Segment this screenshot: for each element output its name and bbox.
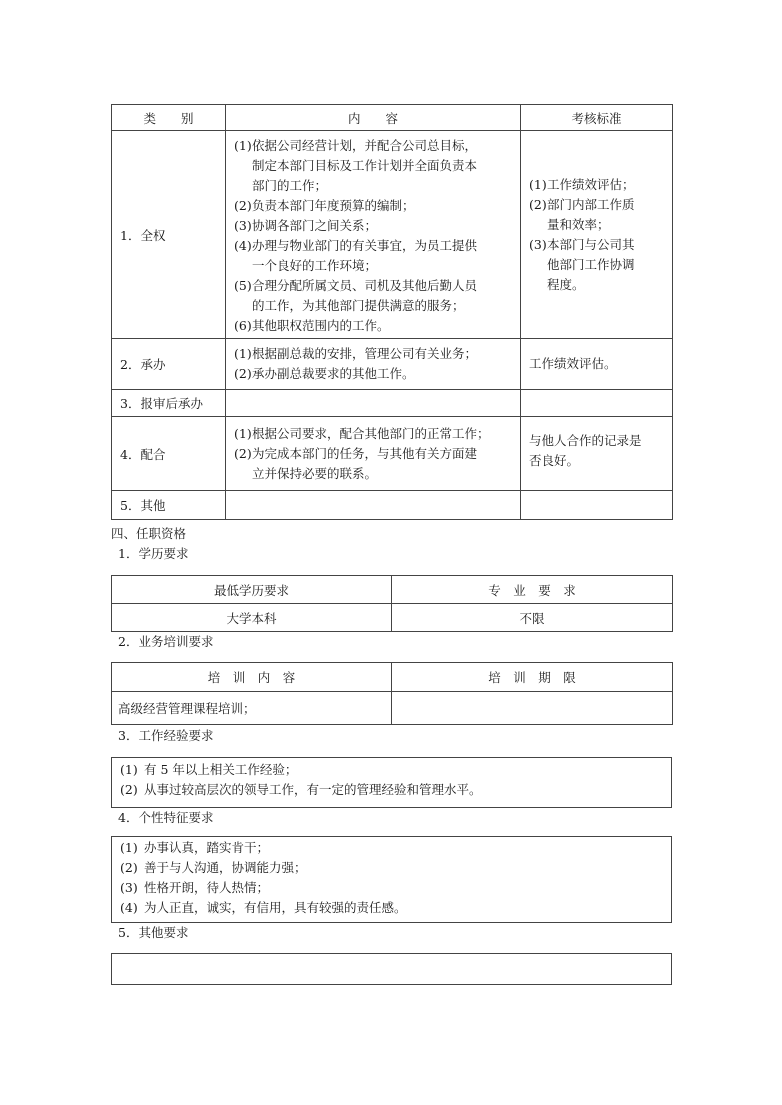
training-title: 2．业务培训要求 bbox=[118, 634, 214, 649]
training-value-period bbox=[392, 692, 673, 725]
row-standard bbox=[521, 131, 673, 339]
list-item: (3) 本部门与公司其 他部门工作协调 程度。 bbox=[529, 236, 635, 292]
other-title: 5．其他要求 bbox=[118, 925, 189, 940]
other-box bbox=[111, 953, 672, 985]
row-content bbox=[226, 131, 521, 339]
row-category: 1．全权 bbox=[112, 131, 226, 339]
list-item: (3) 性格开朗，待人热情； bbox=[120, 880, 270, 895]
table-row bbox=[112, 604, 673, 632]
education-table bbox=[111, 575, 673, 632]
list-item: (3) 协调各部门之间关系； bbox=[234, 217, 378, 233]
education-header-min: 最低学历要求 bbox=[112, 576, 392, 604]
row-content bbox=[226, 390, 521, 417]
personality-box bbox=[111, 836, 672, 923]
list-item: (1) 办事认真，踏实肯干； bbox=[120, 840, 270, 855]
row-content bbox=[226, 339, 521, 390]
list-item: (2) 部门内部工作质 量和效率； bbox=[529, 196, 635, 232]
row-category: 5．其他 bbox=[112, 491, 226, 520]
table-row bbox=[112, 663, 673, 692]
header-content: 内 容 bbox=[226, 105, 521, 131]
row-category: 3．报审后承办 bbox=[112, 390, 226, 417]
list-item: (1) 根据公司要求，配合其他部门的正常工作； bbox=[234, 425, 490, 441]
header-standard: 考核标准 bbox=[521, 105, 673, 131]
list-item: (2) 善于与人沟通，协调能力强； bbox=[120, 860, 307, 875]
table-row bbox=[112, 390, 673, 417]
row-content bbox=[226, 491, 521, 520]
list-item: (2) 承办副总裁要求的其他工作。 bbox=[234, 366, 415, 381]
row-category: 4．配合 bbox=[112, 417, 226, 491]
row-content bbox=[226, 417, 521, 491]
list-item: (1) 有 5 年以上相关工作经验； bbox=[120, 762, 298, 777]
personality-title: 4．个性特征要求 bbox=[118, 810, 214, 825]
section-title: 四、任职资格 bbox=[111, 526, 187, 541]
header-category: 类 别 bbox=[112, 105, 226, 131]
list-item: (2) 为完成本部门的任务，与其他有关方面建 立并保持必要的联系。 bbox=[234, 445, 478, 481]
list-item: (2) 从事过较高层次的领导工作，有一定的管理经验和管理水平。 bbox=[120, 782, 482, 797]
list-item: (4) 办理与物业部门的有关事宜，为员工提供 一个良好的工作环境； bbox=[234, 237, 478, 273]
training-value-content: 高级经营管理课程培训； bbox=[112, 692, 392, 725]
training-header-content: 培 训 内 容 bbox=[112, 663, 392, 692]
experience-title: 3．工作经验要求 bbox=[118, 728, 214, 743]
list-item: (2) 负责本部门年度预算的编制； bbox=[234, 197, 415, 213]
list-item: (1) 根据副总裁的安排，管理公司有关业务； bbox=[234, 346, 478, 361]
table-header-row bbox=[112, 105, 673, 131]
row-standard: 工作绩效评估。 bbox=[521, 339, 673, 390]
row-category: 2．承办 bbox=[112, 339, 226, 390]
table-row bbox=[112, 576, 673, 604]
table-row bbox=[112, 339, 673, 390]
education-title: 1．学历要求 bbox=[118, 546, 189, 561]
list-item: (5) 合理分配所属文员、司机及其他后勤人员 的工作，为其他部门提供满意的服务； bbox=[234, 277, 478, 313]
training-table bbox=[111, 662, 673, 725]
table-row bbox=[112, 692, 673, 725]
list-item: (1) 工作绩效评估； bbox=[529, 176, 635, 192]
row-standard bbox=[521, 491, 673, 520]
education-value-major: 不限 bbox=[392, 604, 673, 632]
training-header-period: 培 训 期 限 bbox=[392, 663, 673, 692]
row-standard: 与他人合作的记录是 否良好。 bbox=[521, 417, 673, 491]
list-item: (6) 其他职权范围内的工作。 bbox=[234, 317, 390, 333]
education-value-min: 大学本科 bbox=[112, 604, 392, 632]
list-item: (1) 依据公司经营计划，并配合公司总目标， 制定本部门目标及工作计划并全面负责本 部门的工作； bbox=[234, 137, 478, 193]
experience-box bbox=[111, 757, 672, 808]
education-header-major: 专 业 要 求 bbox=[392, 576, 673, 604]
responsibility-table bbox=[111, 104, 673, 520]
table-row bbox=[112, 491, 673, 520]
list-item: (4) 为人正直，诚实，有信用，具有较强的责任感。 bbox=[120, 900, 407, 915]
table-row bbox=[112, 131, 673, 339]
row-standard bbox=[521, 390, 673, 417]
table-row bbox=[112, 417, 673, 491]
